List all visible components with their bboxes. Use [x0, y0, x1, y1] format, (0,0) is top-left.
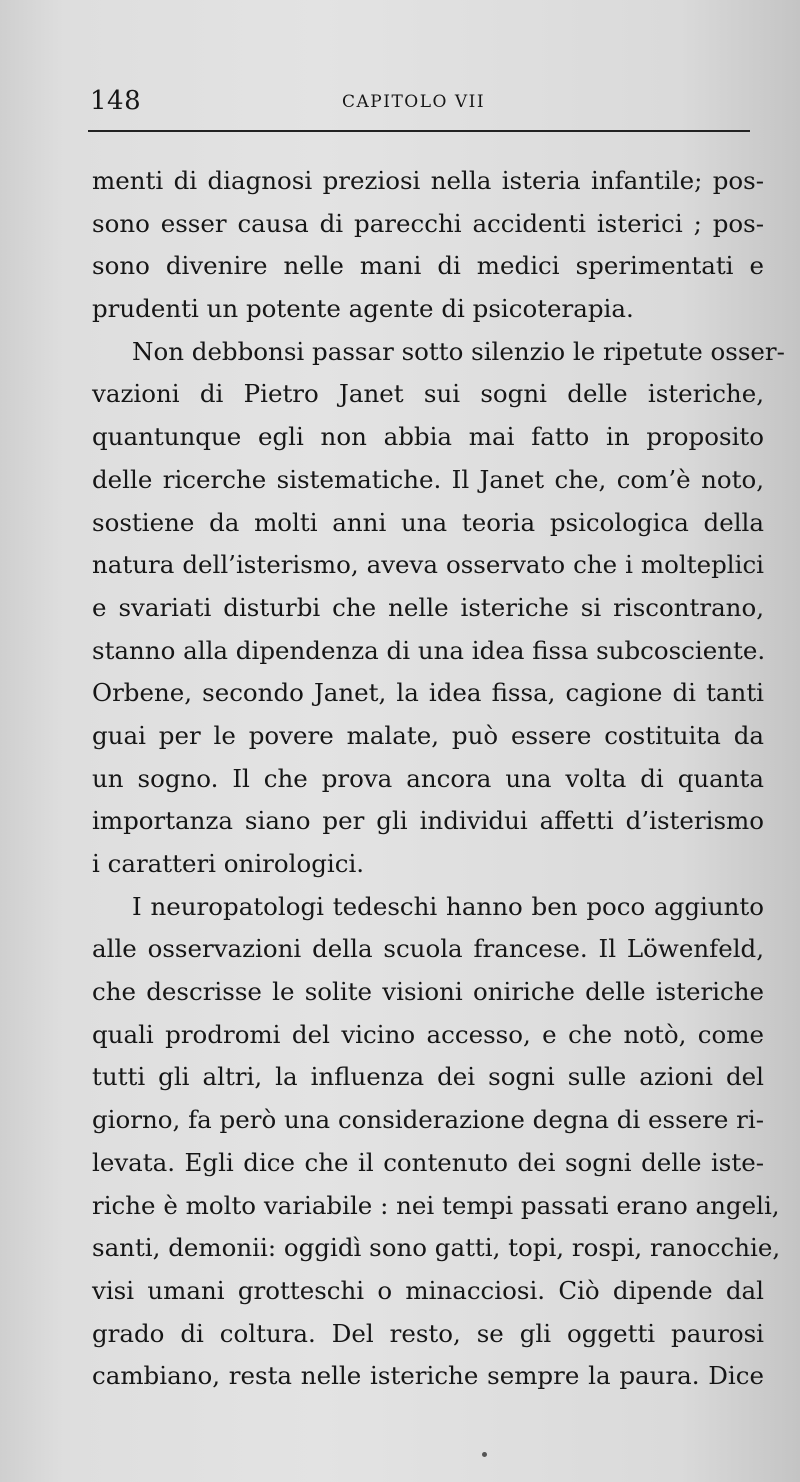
text-line: un sogno. Il che prova ancora una volta di quanta: [92, 763, 764, 793]
text-line: cambiano, resta nelle isteriche sempre la paura. Dice: [92, 1361, 764, 1391]
text-line: menti di diagnosi preziosi nella isteria infantile; pos-: [92, 166, 764, 195]
text-line: riche è molto variabile : nei tempi passati erano angeli,: [92, 1190, 780, 1220]
text-line: santi, demonii: oggidì sono gatti, topi, rospi, ranocchie,: [92, 1233, 781, 1263]
text-line: sono divenire nelle mani di medici sperimentati e: [92, 251, 764, 281]
text-line: quantunque egli non abbia mai fatto in proposito: [92, 422, 764, 452]
text-line: Non debbonsi passar sotto silenzio le ripetute osser-: [132, 336, 785, 366]
text-line: importanza siano per gli individui affetti d’isterismo: [92, 806, 764, 836]
text-line: giorno, fa però una considerazione degna di essere ri-: [92, 1105, 764, 1135]
text-line: Orbene, secondo Janet, la idea fissa, cagione di tanti: [92, 678, 764, 708]
page-number: 148: [90, 86, 142, 116]
text-line: guai per le povere malate, può essere costituita da: [92, 720, 764, 750]
text-line: stanno alla dipendenza di una idea fissa subcosciente.: [92, 635, 766, 665]
text-line: sostiene da molti anni una teoria psicologica della: [92, 507, 764, 537]
text-line: e svariati disturbi che nelle isteriche si riscontrano,: [92, 592, 764, 622]
text-line: natura dell’isterismo, aveva osservato che i molteplici: [92, 550, 764, 580]
text-line: vazioni di Pietro Janet sui sogni delle isteriche,: [92, 379, 764, 409]
text-line: grado di coltura. Del resto, se gli oggetti paurosi: [92, 1318, 764, 1348]
text-line: I neuropatologi tedeschi hanno ben poco aggiunto: [132, 891, 764, 921]
text-line: quali prodromi del vicino accesso, e che notò, come: [92, 1019, 764, 1049]
text-line: prudenti un potente agente di psicoterapia.: [92, 294, 634, 324]
text-line: sono esser causa di parecchi accidenti isterici ; pos-: [92, 208, 764, 238]
chapter-heading: CAPITOLO VII: [342, 92, 486, 112]
text-line: delle ricerche sistematiche. Il Janet che, com’è noto,: [92, 464, 764, 494]
text-line: levata. Egli dice che il contenuto dei sogni delle iste-: [92, 1147, 764, 1177]
text-line: i caratteri onirologici.: [92, 849, 365, 878]
text-line: visi umani grotteschi o minacciosi. Ciò dipende dal: [92, 1275, 764, 1305]
paper-speck: [482, 1452, 487, 1457]
text-line: tutti gli altri, la influenza dei sogni sulle azioni del: [92, 1062, 764, 1092]
header-rule: [88, 130, 750, 132]
body-text: [92, 160, 785, 1398]
text-line: che descrisse le solite visioni oniriche delle isteriche: [92, 977, 764, 1007]
text-line: alle osservazioni della scuola francese. Il Löwenfeld,: [92, 934, 764, 964]
